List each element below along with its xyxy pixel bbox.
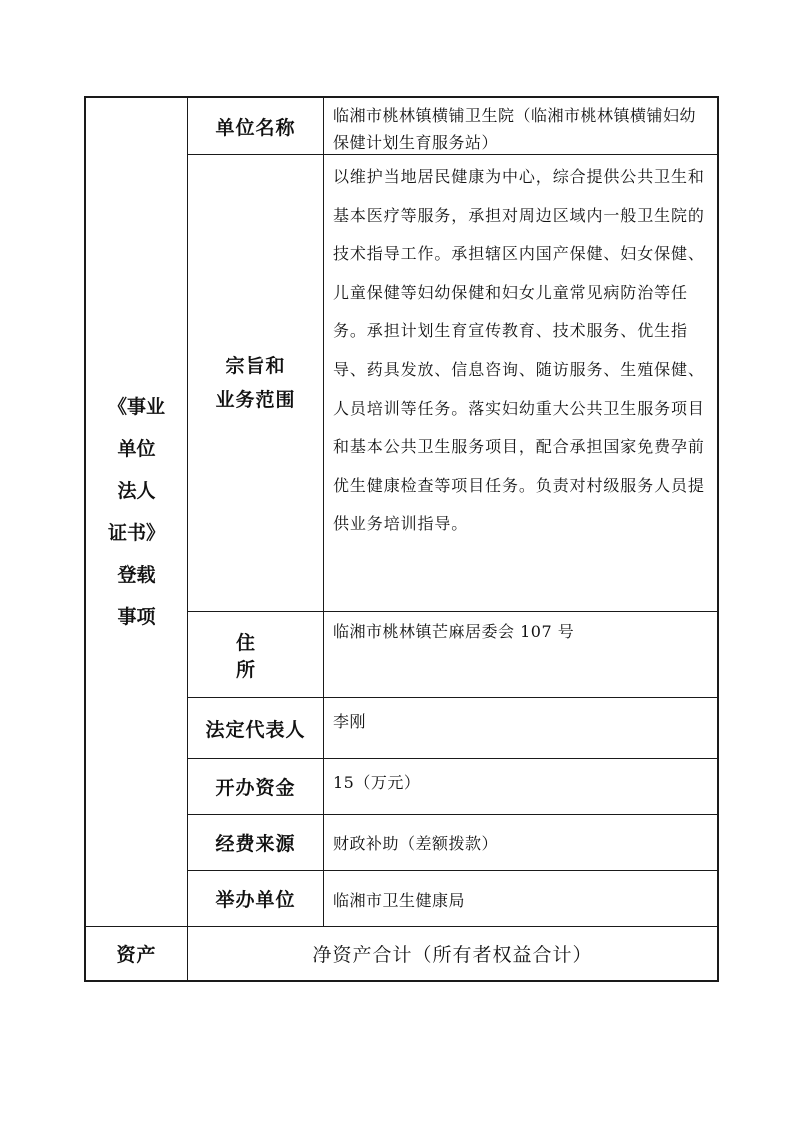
purpose-scope-label: [188, 155, 323, 611]
sponsor-unit-label: 举办单位: [215, 889, 296, 911]
section-label-line: 登载: [117, 564, 156, 586]
sponsor-unit-value: 临湘市卫生健康局: [333, 891, 466, 910]
section-label-line: 事项: [117, 606, 156, 628]
unit-name-value: 临湘市桃林镇横铺卫生院（临湘市桃林镇横铺妇幼保健计划生育服务站）: [333, 106, 697, 152]
section-label-line: 《事业: [107, 396, 165, 418]
table-border-right: [717, 96, 719, 982]
legal-representative-value: 李刚: [333, 712, 367, 731]
section-label-line: 单位: [117, 438, 156, 460]
funding-source-label: 经费来源: [215, 833, 296, 855]
legal-representative-label: 法定代表人: [205, 718, 306, 741]
registered-capital-value: 15（万元）: [333, 773, 421, 792]
assets-value: 净资产合计（所有者权益合计）: [312, 944, 593, 966]
section-label-line: 证书》: [107, 522, 165, 544]
unit-name-label: 单位名称: [215, 116, 296, 139]
table-border-bottom: [84, 980, 719, 982]
purpose-scope-label-line: 宗旨和: [225, 355, 286, 377]
purpose-scope-label-line: 业务范围: [215, 389, 296, 411]
section-label: [86, 98, 187, 926]
registered-capital-label: 开办资金: [215, 777, 296, 799]
address-label: 住所: [236, 631, 304, 681]
assets-label: 资产: [116, 944, 157, 966]
address-value: 临湘市桃林镇芒麻居委会 107 号: [333, 622, 575, 641]
funding-source-value: 财政补助（差额拨款）: [333, 834, 499, 853]
purpose-scope-value: 以维护当地居民健康为中心，综合提供公共卫生和基本医疗等服务，承担对周边区域内一般卫生院的技术指导工作。承担辖区内国产保健、妇女保健、儿童保健等妇幼保健和妇女儿童常见病防治等任务。承担计划生育宣传教育、技术服务、优生指导、药具发放、信息咨询、随访服务、生殖保健、人员培训等任务。落实妇幼重大公共卫生服务项目和基本公共卫生服务项目，配合承担国家免费孕前优生健康检查等项目任务。负责对村级服务人员提供业务培训指导。: [333, 167, 705, 534]
section-label-line: 法人: [117, 480, 156, 502]
